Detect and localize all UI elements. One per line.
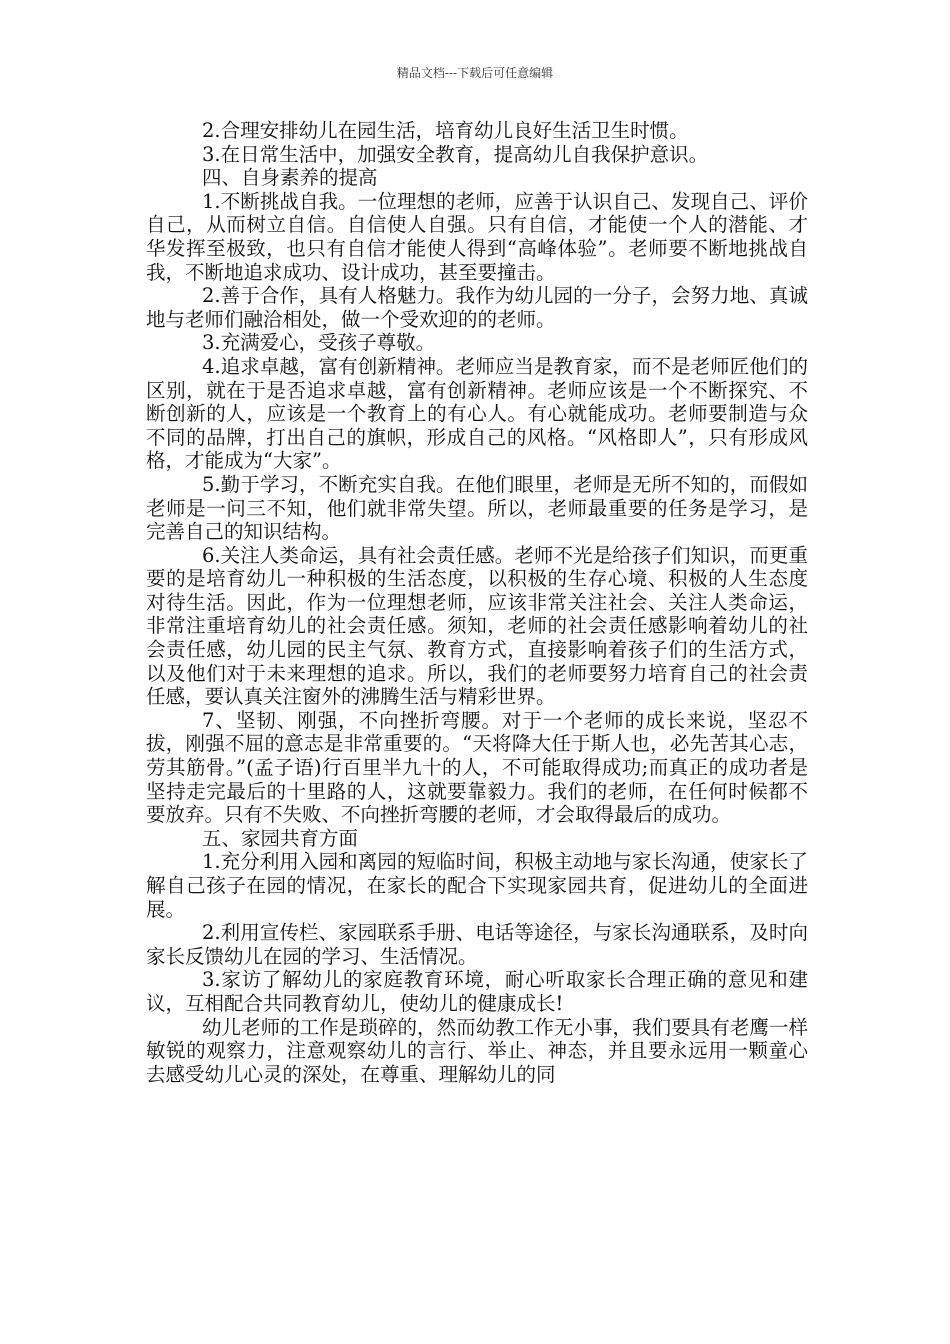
paragraph-conclusion: 幼儿老师的工作是琐碎的，然而幼教工作无小事，我们要具有老鹰一样敏锐的观察力，注意观察幼儿的言行、举止、神态，并且要永远用一颗童心去感受幼儿心灵的深处，在尊重、理解幼儿的同 [146,1015,808,1086]
paragraph-cooperation: 2.善于合作，具有人格魅力。我作为幼儿园的一分子，会努力地、真诚地与老师们融洽相处，做一个受欢迎的的老师。 [146,284,808,331]
page-header: 精品文档---下载后可任意编辑 [396,66,554,80]
paragraph-home-visits: 3.家访了解幼儿的家庭教育环境，耐心听取家长合理正确的意见和建议，互相配合共同教育幼儿，使幼儿的健康成长! [146,968,808,1015]
section-heading-self-improvement: 四、自身素养的提高 [202,166,378,190]
paragraph-social-responsibility: 6.关注人类命运，具有社会责任感。老师不光是给孩子们知识，而更重要的是培育幼儿一种积极的生活态度，以积极的生存心境、积极的人生态度对待生活。因此，作为一位理想老师，应该非常关注社会、关注人类命运，非常注重培育幼儿的社会责任感。须知，老师的社会责任感影响着幼儿的社会责任感，幼儿园的民主气氛、教育方式，直接影响着孩子们的生活方式，以及他们对于未来理想的追求。所以，我们的老师要努力培育自己的社会责任感，要认真关注窗外的沸腾生活与精彩世界。 [146,543,808,709]
paragraph-pursue-excellence: 4.追求卓越，富有创新精神。老师应当是教育家，而不是老师匠他们的区别，就在于是否追求卓越，富有创新精神。老师应该是一个不断探究、不断创新的人，应该是一个教育上的有心人。有心就能成功。老师要制造与众不同的品牌，打出自己的旗帜，形成自己的风格。“风格即人”，只有形成风格，才能成为“大家”。 [146,354,808,473]
document-body [146,119,808,1086]
paragraph-perseverance: 7、坚韧、刚强，不向挫折弯腰。对于一个老师的成长来说，坚忍不拔，刚强不屈的意志是非常重要的。“天将降大任于斯人也，必先苦其心志，劳其筋骨。”(孟子语)行百里半九十的人，不可能取得成功;而真正的成功者是坚持走完最后的十里路的人，这就要靠毅力。我们的老师，在任何时候都不要放弃。只有不失败、不向挫折弯腰的老师，才会取得最后的成功。 [146,708,808,827]
section-heading-home-school: 五、家园共育方面 [202,826,359,850]
paragraph-parent-communication: 1.充分利用入园和离园的短临时间，积极主动地与家长沟通，使家长了解自己孩子在园的情况，在家长的配合下实现家园共育，促进幼儿的全面进展。 [146,850,808,921]
paragraph-safety-education: 3.在日常生活中，加强安全教育，提高幼儿自我保护意识。 [202,142,709,166]
paragraph-arrange-life: 2.合理安排幼儿在园生活，培育幼儿良好生活卫生时惯。 [202,119,689,142]
paragraph-study: 5.勤于学习，不断充实自我。在他们眼里，老师是无所不知的，而假如老师是一问三不知，他们就非常失望。所以，老师最重要的任务是学习，是完善自己的知识结构。 [146,472,808,544]
paragraph-feedback-channels: 2.利用宣传栏、家园联系手册、电话等途径，与家长沟通联系，及时向家长反馈幼儿在园的学习、生活情况。 [146,921,808,968]
paragraph-love: 3.充满爱心，受孩子尊敬。 [202,331,436,355]
paragraph-challenge-self: 1.不断挑战自我。一位理想的老师，应善于认识自己、发现自己、评价自己，从而树立自信。自信使人自强。只有自信，才能使一个人的潜能、才华发挥至极致，也只有自信才能使人得到“高峰体验”。老师要不断地挑战自我，不断地追求成功、设计成功，甚至要撞击。 [146,189,808,284]
